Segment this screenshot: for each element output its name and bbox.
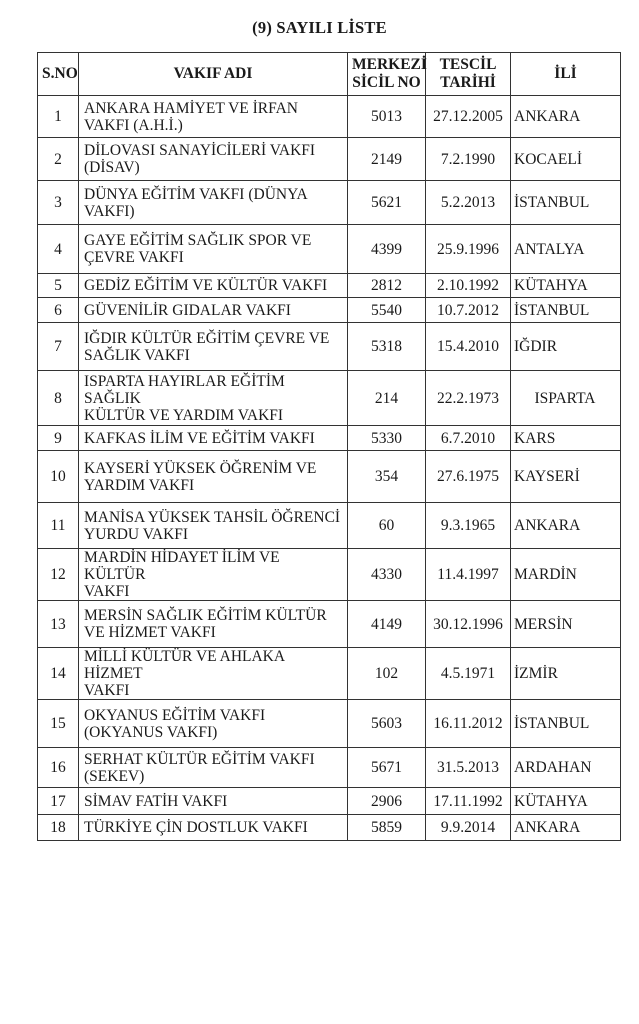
cell-registration-date: 16.11.2012: [426, 700, 511, 748]
name-line1: OKYANUS EĞİTİM VAKFI: [84, 706, 266, 724]
table-row: [38, 788, 621, 815]
cell-province: İSTANBUL: [511, 298, 621, 323]
name-line1: GAYE EĞİTİM SAĞLIK SPOR VE: [84, 232, 312, 249]
cell-sno: 17: [38, 788, 79, 815]
cell-registration-date: 10.7.2012: [426, 298, 511, 323]
cell-sicil-no: 5621: [348, 181, 426, 225]
cell-sno: 4: [38, 225, 79, 274]
table-row: [38, 225, 621, 274]
cell-province: MERSİN: [511, 601, 621, 648]
cell-sicil-no: 5603: [348, 700, 426, 748]
cell-sicil-no: 5540: [348, 298, 426, 323]
cell-province: KÜTAHYA: [511, 274, 621, 298]
table-row: [38, 549, 621, 601]
cell-name: [79, 601, 348, 648]
table-row: [38, 426, 621, 451]
header-sicil-line2: SİCİL NO: [352, 74, 421, 91]
name-line1: TÜRKİYE ÇİN DOSTLUK VAKFI: [84, 819, 308, 836]
cell-registration-date: 6.7.2010: [426, 426, 511, 451]
cell-name: [79, 748, 348, 788]
cell-sicil-no: 4330: [348, 549, 426, 601]
cell-province: ISPARTA: [511, 371, 621, 426]
cell-sicil-no: 354: [348, 451, 426, 503]
cell-sicil-no: 2812: [348, 274, 426, 298]
cell-name: [79, 371, 348, 426]
cell-sno: 11: [38, 503, 79, 549]
cell-province: KÜTAHYA: [511, 788, 621, 815]
cell-name: [79, 138, 348, 181]
table-header-row: [38, 53, 621, 96]
cell-registration-date: 27.6.1975: [426, 451, 511, 503]
cell-name: [79, 181, 348, 225]
cell-registration-date: 11.4.1997: [426, 549, 511, 601]
name-line2: VAKFI (A.H.İ.): [84, 116, 183, 134]
cell-registration-date: 5.2.2013: [426, 181, 511, 225]
cell-registration-date: 27.12.2005: [426, 96, 511, 138]
header-sicil: [348, 53, 426, 96]
table-row: [38, 648, 621, 700]
cell-province: ANTALYA: [511, 225, 621, 274]
name-line1: KAFKAS İLİM VE EĞİTİM VAKFI: [84, 429, 315, 447]
cell-sicil-no: 5859: [348, 815, 426, 841]
table-row: [38, 371, 621, 426]
name-line1: MİLLİ KÜLTÜR VE AHLAKA HİZMET: [84, 648, 285, 682]
name-line2: YARDIM VAKFI: [84, 476, 195, 494]
cell-sicil-no: 60: [348, 503, 426, 549]
header-il: İLİ: [511, 53, 621, 96]
cell-province: İSTANBUL: [511, 181, 621, 225]
name-line2: YURDU VAKFI: [84, 525, 189, 543]
cell-sicil-no: 2906: [348, 788, 426, 815]
name-line1: DİLOVASI SANAYİCİLERİ VAKFI: [84, 142, 316, 159]
name-line1: DÜNYA EĞİTİM VAKFI (DÜNYA: [84, 185, 308, 203]
table-row: [38, 323, 621, 371]
name-line2: VAKFI): [84, 202, 135, 220]
cell-province: KAYSERİ: [511, 451, 621, 503]
cell-sicil-no: 5671: [348, 748, 426, 788]
name-line1: ANKARA HAMİYET VE İRFAN: [84, 99, 298, 117]
cell-sno: 10: [38, 451, 79, 503]
cell-registration-date: 15.4.2010: [426, 323, 511, 371]
cell-name: [79, 96, 348, 138]
cell-registration-date: 9.3.1965: [426, 503, 511, 549]
cell-sicil-no: 4399: [348, 225, 426, 274]
table-row: [38, 274, 621, 298]
cell-sno: 12: [38, 549, 79, 601]
name-line2: VAKFI: [84, 583, 130, 600]
cell-province: IĞDIR: [511, 323, 621, 371]
cell-province: KOCAELİ: [511, 138, 621, 181]
header-name: VAKIF ADI: [79, 53, 348, 96]
name-line1: SERHAT KÜLTÜR EĞİTİM VAKFI: [84, 750, 315, 768]
table-row: [38, 96, 621, 138]
cell-sno: 18: [38, 815, 79, 841]
cell-registration-date: 30.12.1996: [426, 601, 511, 648]
cell-name: [79, 503, 348, 549]
cell-sno: 14: [38, 648, 79, 700]
cell-sicil-no: 5330: [348, 426, 426, 451]
table-row: [38, 503, 621, 549]
cell-sno: 2: [38, 138, 79, 181]
name-line2: (OKYANUS VAKFI): [84, 723, 218, 741]
cell-province: ANKARA: [511, 815, 621, 841]
name-line1: GEDİZ EĞİTİM VE KÜLTÜR VAKFI: [84, 277, 328, 294]
cell-sicil-no: 214: [348, 371, 426, 426]
cell-province: İZMİR: [511, 648, 621, 700]
name-line2: SAĞLIK VAKFI: [84, 346, 190, 364]
table-row: [38, 815, 621, 841]
cell-sicil-no: 4149: [348, 601, 426, 648]
name-line1: IĞDIR KÜLTÜR EĞİTİM ÇEVRE VE: [84, 329, 330, 347]
table-row: [38, 601, 621, 648]
name-line2: VAKFI: [84, 682, 130, 699]
name-line1: MARDİN HİDAYET İLİM VE KÜLTÜR: [84, 549, 280, 583]
cell-name: [79, 225, 348, 274]
cell-name: [79, 451, 348, 503]
cell-name: [79, 426, 348, 451]
cell-name: [79, 549, 348, 601]
cell-name: [79, 298, 348, 323]
cell-registration-date: 17.11.1992: [426, 788, 511, 815]
document-title: (9) SAYILI LİSTE: [252, 18, 387, 37]
cell-registration-date: 2.10.1992: [426, 274, 511, 298]
table-row: [38, 138, 621, 181]
name-line1: KAYSERİ YÜKSEK ÖĞRENİM VE: [84, 459, 317, 477]
name-line1: ISPARTA HAYIRLAR EĞİTİM SAĞLIK: [84, 372, 285, 407]
table-row: [38, 298, 621, 323]
cell-registration-date: 4.5.1971: [426, 648, 511, 700]
cell-province: KARS: [511, 426, 621, 451]
cell-registration-date: 7.2.1990: [426, 138, 511, 181]
cell-sicil-no: 102: [348, 648, 426, 700]
cell-sno: 16: [38, 748, 79, 788]
cell-sno: 9: [38, 426, 79, 451]
name-line1: SİMAV FATİH VAKFI: [84, 792, 228, 810]
cell-name: [79, 815, 348, 841]
cell-province: ANKARA: [511, 96, 621, 138]
cell-name: [79, 700, 348, 748]
name-line2: ÇEVRE VAKFI: [84, 249, 184, 266]
name-line1: MERSİN SAĞLIK EĞİTİM KÜLTÜR: [84, 607, 327, 624]
table-row: [38, 451, 621, 503]
cell-sno: 5: [38, 274, 79, 298]
header-sno: S.NO: [38, 53, 79, 96]
cell-sno: 15: [38, 700, 79, 748]
cell-sno: 1: [38, 96, 79, 138]
cell-province: ANKARA: [511, 503, 621, 549]
table-row: [38, 181, 621, 225]
name-line2: KÜLTÜR VE YARDIM VAKFI: [84, 406, 284, 424]
cell-registration-date: 25.9.1996: [426, 225, 511, 274]
cell-name: [79, 323, 348, 371]
cell-sno: 6: [38, 298, 79, 323]
cell-registration-date: 31.5.2013: [426, 748, 511, 788]
cell-province: MARDİN: [511, 549, 621, 601]
cell-province: ARDAHAN: [511, 748, 621, 788]
header-date-line2: TARİHİ: [440, 74, 496, 91]
cell-sno: 7: [38, 323, 79, 371]
name-line2: (DİSAV): [84, 159, 140, 176]
name-line1: MANİSA YÜKSEK TAHSİL ÖĞRENCİ: [84, 508, 341, 526]
name-line1: GÜVENİLİR GIDALAR VAKFI: [84, 301, 291, 319]
header-date-line1: TESCİL: [439, 56, 497, 73]
cell-sno: 3: [38, 181, 79, 225]
header-sicil-line1: MERKEZİ: [352, 56, 427, 73]
cell-registration-date: 9.9.2014: [426, 815, 511, 841]
cell-province: İSTANBUL: [511, 700, 621, 748]
cell-sicil-no: 5318: [348, 323, 426, 371]
cell-registration-date: 22.2.1973: [426, 371, 511, 426]
cell-sno: 13: [38, 601, 79, 648]
cell-sicil-no: 2149: [348, 138, 426, 181]
foundation-list-table: [37, 52, 621, 841]
cell-name: [79, 648, 348, 700]
name-line2: (SEKEV): [84, 767, 145, 785]
header-date: [426, 53, 511, 96]
cell-sicil-no: 5013: [348, 96, 426, 138]
name-line2: VE HİZMET VAKFI: [84, 624, 216, 641]
cell-name: [79, 788, 348, 815]
cell-name: [79, 274, 348, 298]
table-row: [38, 700, 621, 748]
cell-sno: 8: [38, 371, 79, 426]
table-row: [38, 748, 621, 788]
